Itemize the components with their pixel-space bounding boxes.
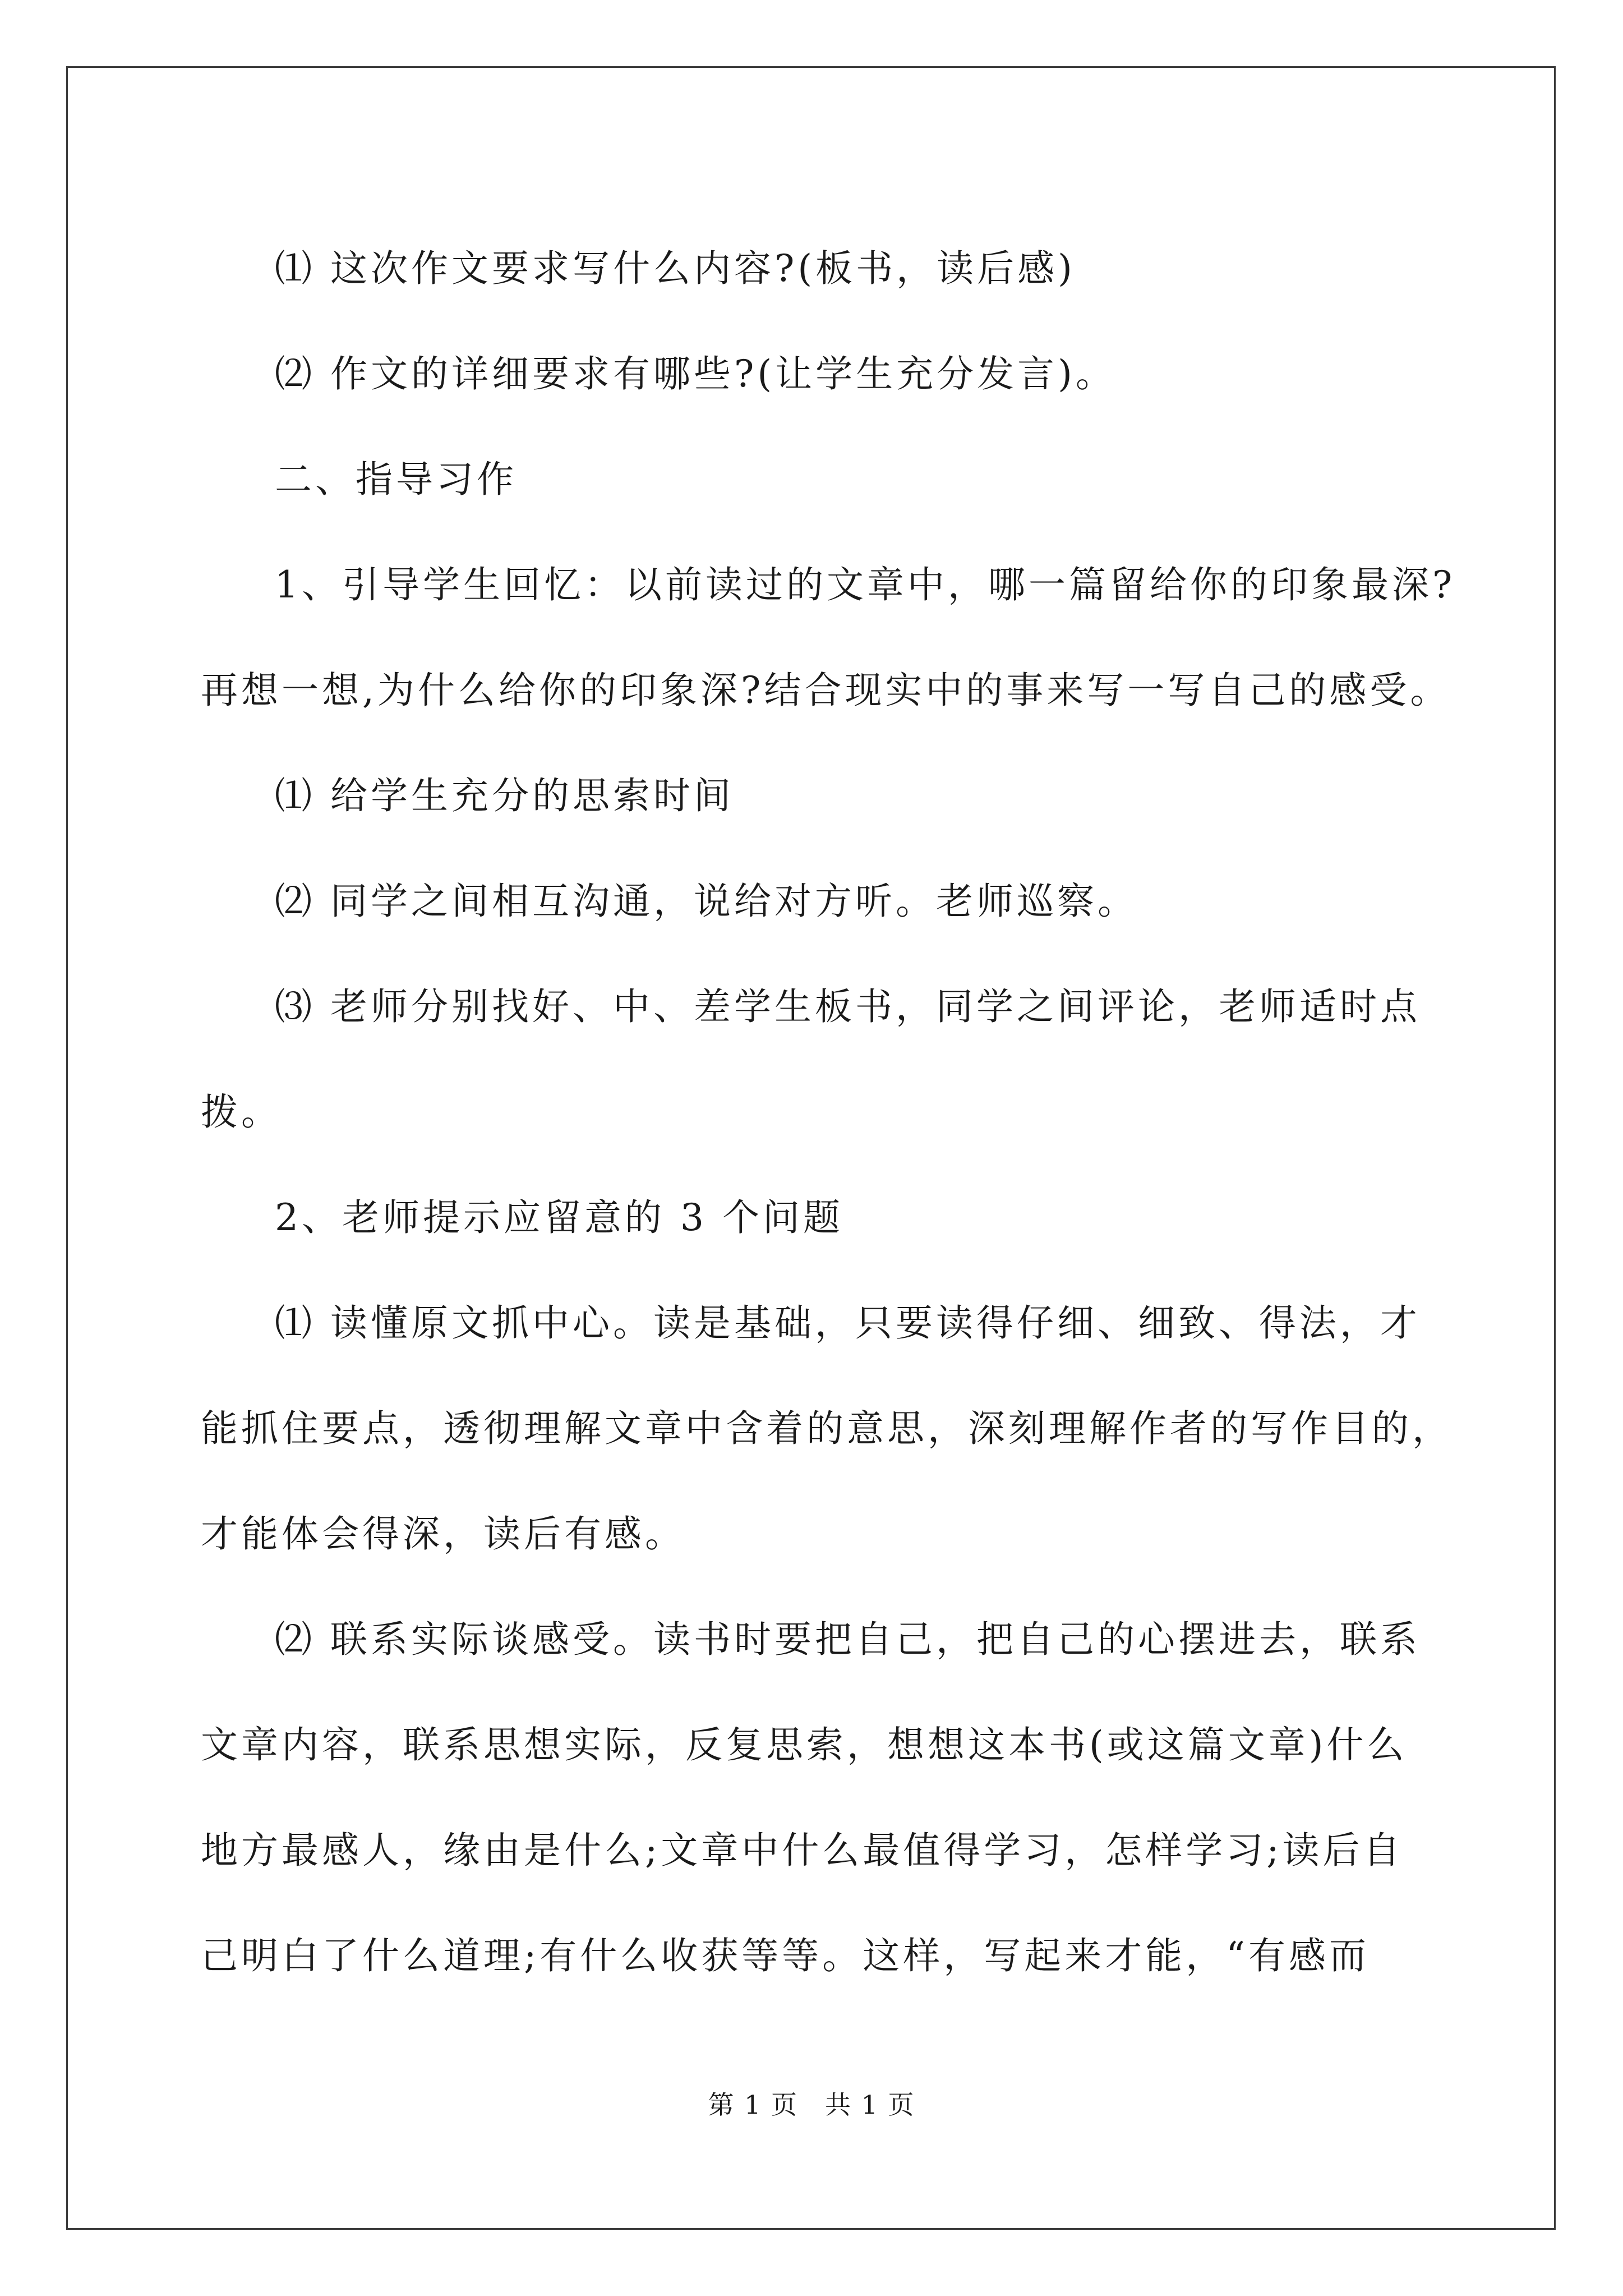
text-line: ⑴ 给学生充分的思索时间: [275, 774, 734, 817]
text-line: 1、引导学生回忆：以前读过的文章中，哪一篇留给你的印象最深?: [275, 563, 1456, 606]
text-line: ⑶ 老师分别找好、中、差学生板书，同学之间评论，老师适时点: [275, 985, 1421, 1028]
text-line: ⑴ 这次作文要求写什么内容?(板书，读后感): [275, 247, 1076, 290]
text-line: 再想一想,为什么给你的印象深?结合现实中的事来写一写自己的感受。: [201, 669, 1451, 712]
text-line: 能抓住要点，透彻理解文章中含着的意思，深刻理解作者的写作目的，: [201, 1407, 1453, 1450]
document-body: [201, 216, 1456, 2009]
text-line: 己明白了什么道理;有什么收获等等。这样，写起来才能，“有感而: [201, 1934, 1370, 1977]
text-line: ⑵ 同学之间相互沟通，说给对方听。老师巡察。: [275, 880, 1138, 923]
text-line: 拨。: [201, 1091, 282, 1134]
text-line: 地方最感人，缘由是什么;文章中什么最值得学习，怎样学习;读后自: [201, 1829, 1404, 1872]
text-line: 2、老师提示应留意的 3 个问题: [275, 1196, 843, 1239]
page-footer: [0, 2088, 1623, 2122]
section-heading: 二、指导习作: [275, 458, 517, 501]
text-line: ⑵ 作文的详细要求有哪些?(让学生充分发言)。: [275, 352, 1116, 395]
page-number-label: 第 1 页 共 1 页: [708, 2090, 915, 2120]
text-line: ⑴ 读懂原文抓中心。读是基础，只要读得仔细、细致、得法，才: [275, 1301, 1421, 1345]
text-line: ⑵ 联系实际谈感受。读书时要把自己，把自己的心摆进去，联系: [275, 1618, 1421, 1661]
text-line: 文章内容，联系思想实际，反复思索，想想这本书(或这篇文章)什么: [201, 1723, 1408, 1766]
text-line: 才能体会得深，读后有感。: [201, 1512, 685, 1556]
